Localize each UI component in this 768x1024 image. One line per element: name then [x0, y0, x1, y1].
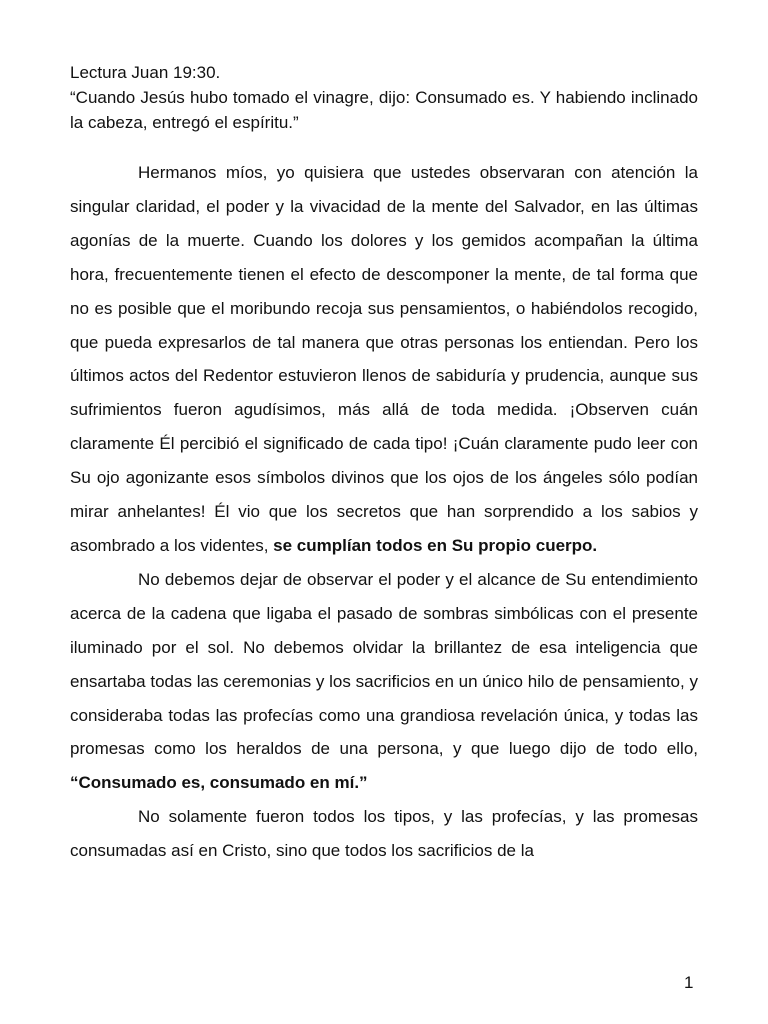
- paragraph-1: [70, 156, 698, 563]
- reading-reference: Lectura Juan 19:30.: [70, 63, 221, 82]
- page-number: 1: [684, 973, 694, 992]
- paragraph-2: [70, 563, 698, 800]
- paragraph-2-text: No debemos dejar de observar el poder y el alcance de Su entendimiento acerca de la cadena que ligaba el pasado de sombras simbólicas con el presente iluminado por el sol. No debemos olvidar la brillantez de esa inteligencia que ensartaba todas las ceremonias y los sacrificios en un único hilo de pensamiento, y consideraba todas las profecías como una grandiosa revelación única, y todas las promesas como los heraldos de una persona, y que luego dijo de todo ello,: [70, 569, 698, 759]
- paragraph-1-bold-phrase: se cumplían todos en Su propio cuerpo.: [273, 535, 598, 555]
- sermon-body: [70, 156, 698, 868]
- paragraph-2-bold-phrase: “Consumado es, consumado en mí.”: [70, 773, 368, 793]
- scripture-quote: “Cuando Jesús hubo tomado el vinagre, dijo: Consumado es. Y habiendo inclinado la cabeza, entregó el espíritu.”: [70, 88, 698, 132]
- paragraph-1-text: Hermanos míos, yo quisiera que ustedes observaran con atención la singular claridad, el poder y la vivacidad de la mente del Salvador, en las últimas agonías de la muerte. Cuando los dolores y los gemidos acompañan la última hora, frecuentemente tienen el efecto de descomponer la mente, de tal forma que no es posible que el moribundo recoja sus pensamientos, o habiéndolos recogido, que pueda expresarlos de tal manera que otras personas los entiendan. Pero los últimos actos del Redentor estuvieron llenos de sabiduría y prudencia, aunque sus sufrimientos fueron agudísimos, más allá de toda medida. ¡Observen cuán claramente Él percibió el significado de cada tipo! ¡Cuán claramente pudo leer con Su ojo agonizante esos símbolos divinos que los ojos de los ángeles sólo podían mirar anhelantes! Él vio que los secretos que han sorprendido a los sabios y asombrado a los videntes,: [70, 163, 698, 555]
- paragraph-3: [70, 800, 698, 868]
- paragraph-3-text: No solamente fueron todos los tipos, y las profecías, y las promesas consumadas así en Cristo, sino que todos los sacrificios de la: [70, 807, 698, 861]
